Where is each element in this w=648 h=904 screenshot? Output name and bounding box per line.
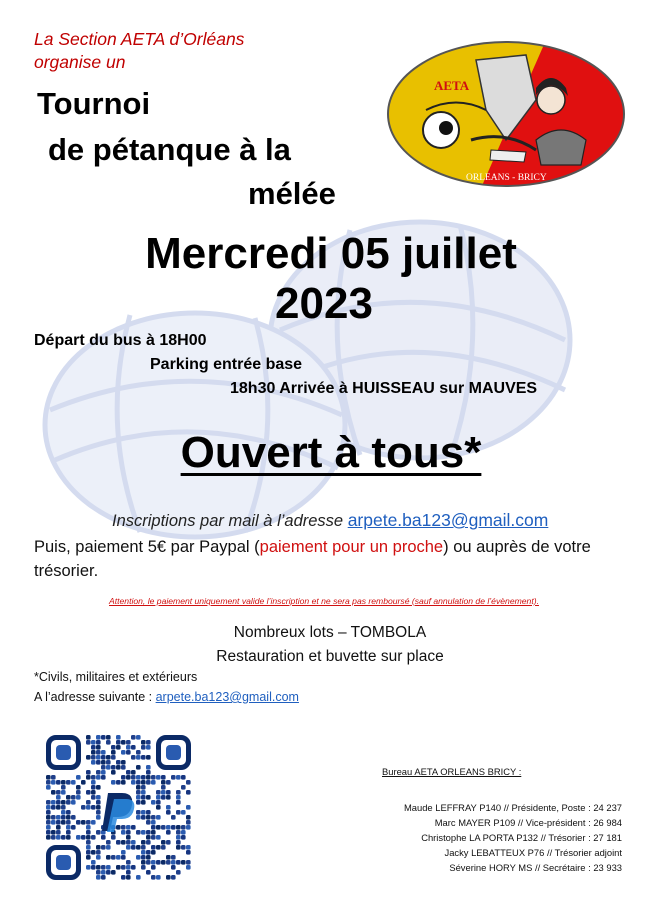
payment-amount: 5€ — [147, 538, 167, 556]
payment-warning: Attention, le paiement uniquement valide l’inscription et ne sera pas remboursé (sauf annulation de l’évènement). — [109, 596, 539, 606]
bus-departure: Départ du bus à 18H00 — [34, 332, 207, 349]
parking-location: Parking entrée base — [150, 356, 303, 373]
payment-part-3: ) ou auprès de votre trésorier. — [34, 538, 591, 580]
bureau-members — [404, 800, 622, 875]
intro-text — [34, 28, 244, 74]
bureau-member: Christophe LA PORTA P132 // Trésorier : 27 181 — [421, 832, 622, 843]
event-date-line-1: Mercredi 05 juillet — [145, 229, 517, 278]
paypal-qr-code[interactable] — [46, 735, 191, 880]
payment-part-2: par Paypal ( — [166, 538, 260, 556]
logo-bottom-text: ORLEANS - BRICY — [466, 173, 547, 183]
title-line-1: Tournoi — [37, 86, 151, 121]
bureau-member: Maude LEFFRAY P140 // Présidente, Poste : 24 237 — [403, 802, 622, 813]
intro-line-2: organise un — [34, 52, 126, 72]
arrival-info: 18h30 Arrivée à HUISSEAU sur MAUVES — [230, 380, 538, 397]
registration-email-link[interactable]: arpete.ba123@gmail.com — [347, 510, 549, 530]
address-prefix: A l’adresse suivante : — [34, 690, 156, 704]
bureau-member: Séverine HORY MS // Secrétaire : 23 933 — [449, 862, 622, 873]
open-to-all-text: Ouvert à tous* — [180, 428, 482, 477]
event-date-line-2: 2023 — [275, 279, 373, 328]
footnote-participants: *Civils, militaires et extérieurs — [34, 670, 198, 684]
prizes-tombola: Nombreux lots – TOMBOLA — [233, 624, 427, 641]
payment-part-1: Puis, paiement — [34, 538, 148, 556]
title-line-3: mélée — [248, 176, 336, 211]
food-drinks: Restauration et buvette sur place — [216, 648, 444, 665]
address-email-link[interactable]: arpete.ba123@gmail.com — [155, 690, 299, 704]
address-line — [34, 690, 299, 704]
aeta-logo — [386, 40, 626, 188]
logo-top-text: AETA — [434, 78, 470, 93]
intro-line-1: La Section AETA d’Orléans — [34, 29, 245, 49]
title-line-2: de pétanque à la — [48, 132, 291, 167]
bureau-member: Marc MAYER P109 // Vice-président : 26 984 — [434, 817, 622, 828]
payment-proxy-note: paiement pour un proche — [259, 538, 444, 556]
bureau-member: Jacky LEBATTEUX P76 // Trésorier adjoint — [444, 847, 622, 858]
open-to-all-heading — [0, 428, 648, 478]
payment-info — [34, 535, 614, 583]
registration-line — [112, 510, 548, 531]
registration-prefix: Inscriptions par mail à l’adresse — [112, 512, 348, 530]
bureau-heading: Bureau AETA ORLEANS BRICY : — [382, 766, 522, 777]
